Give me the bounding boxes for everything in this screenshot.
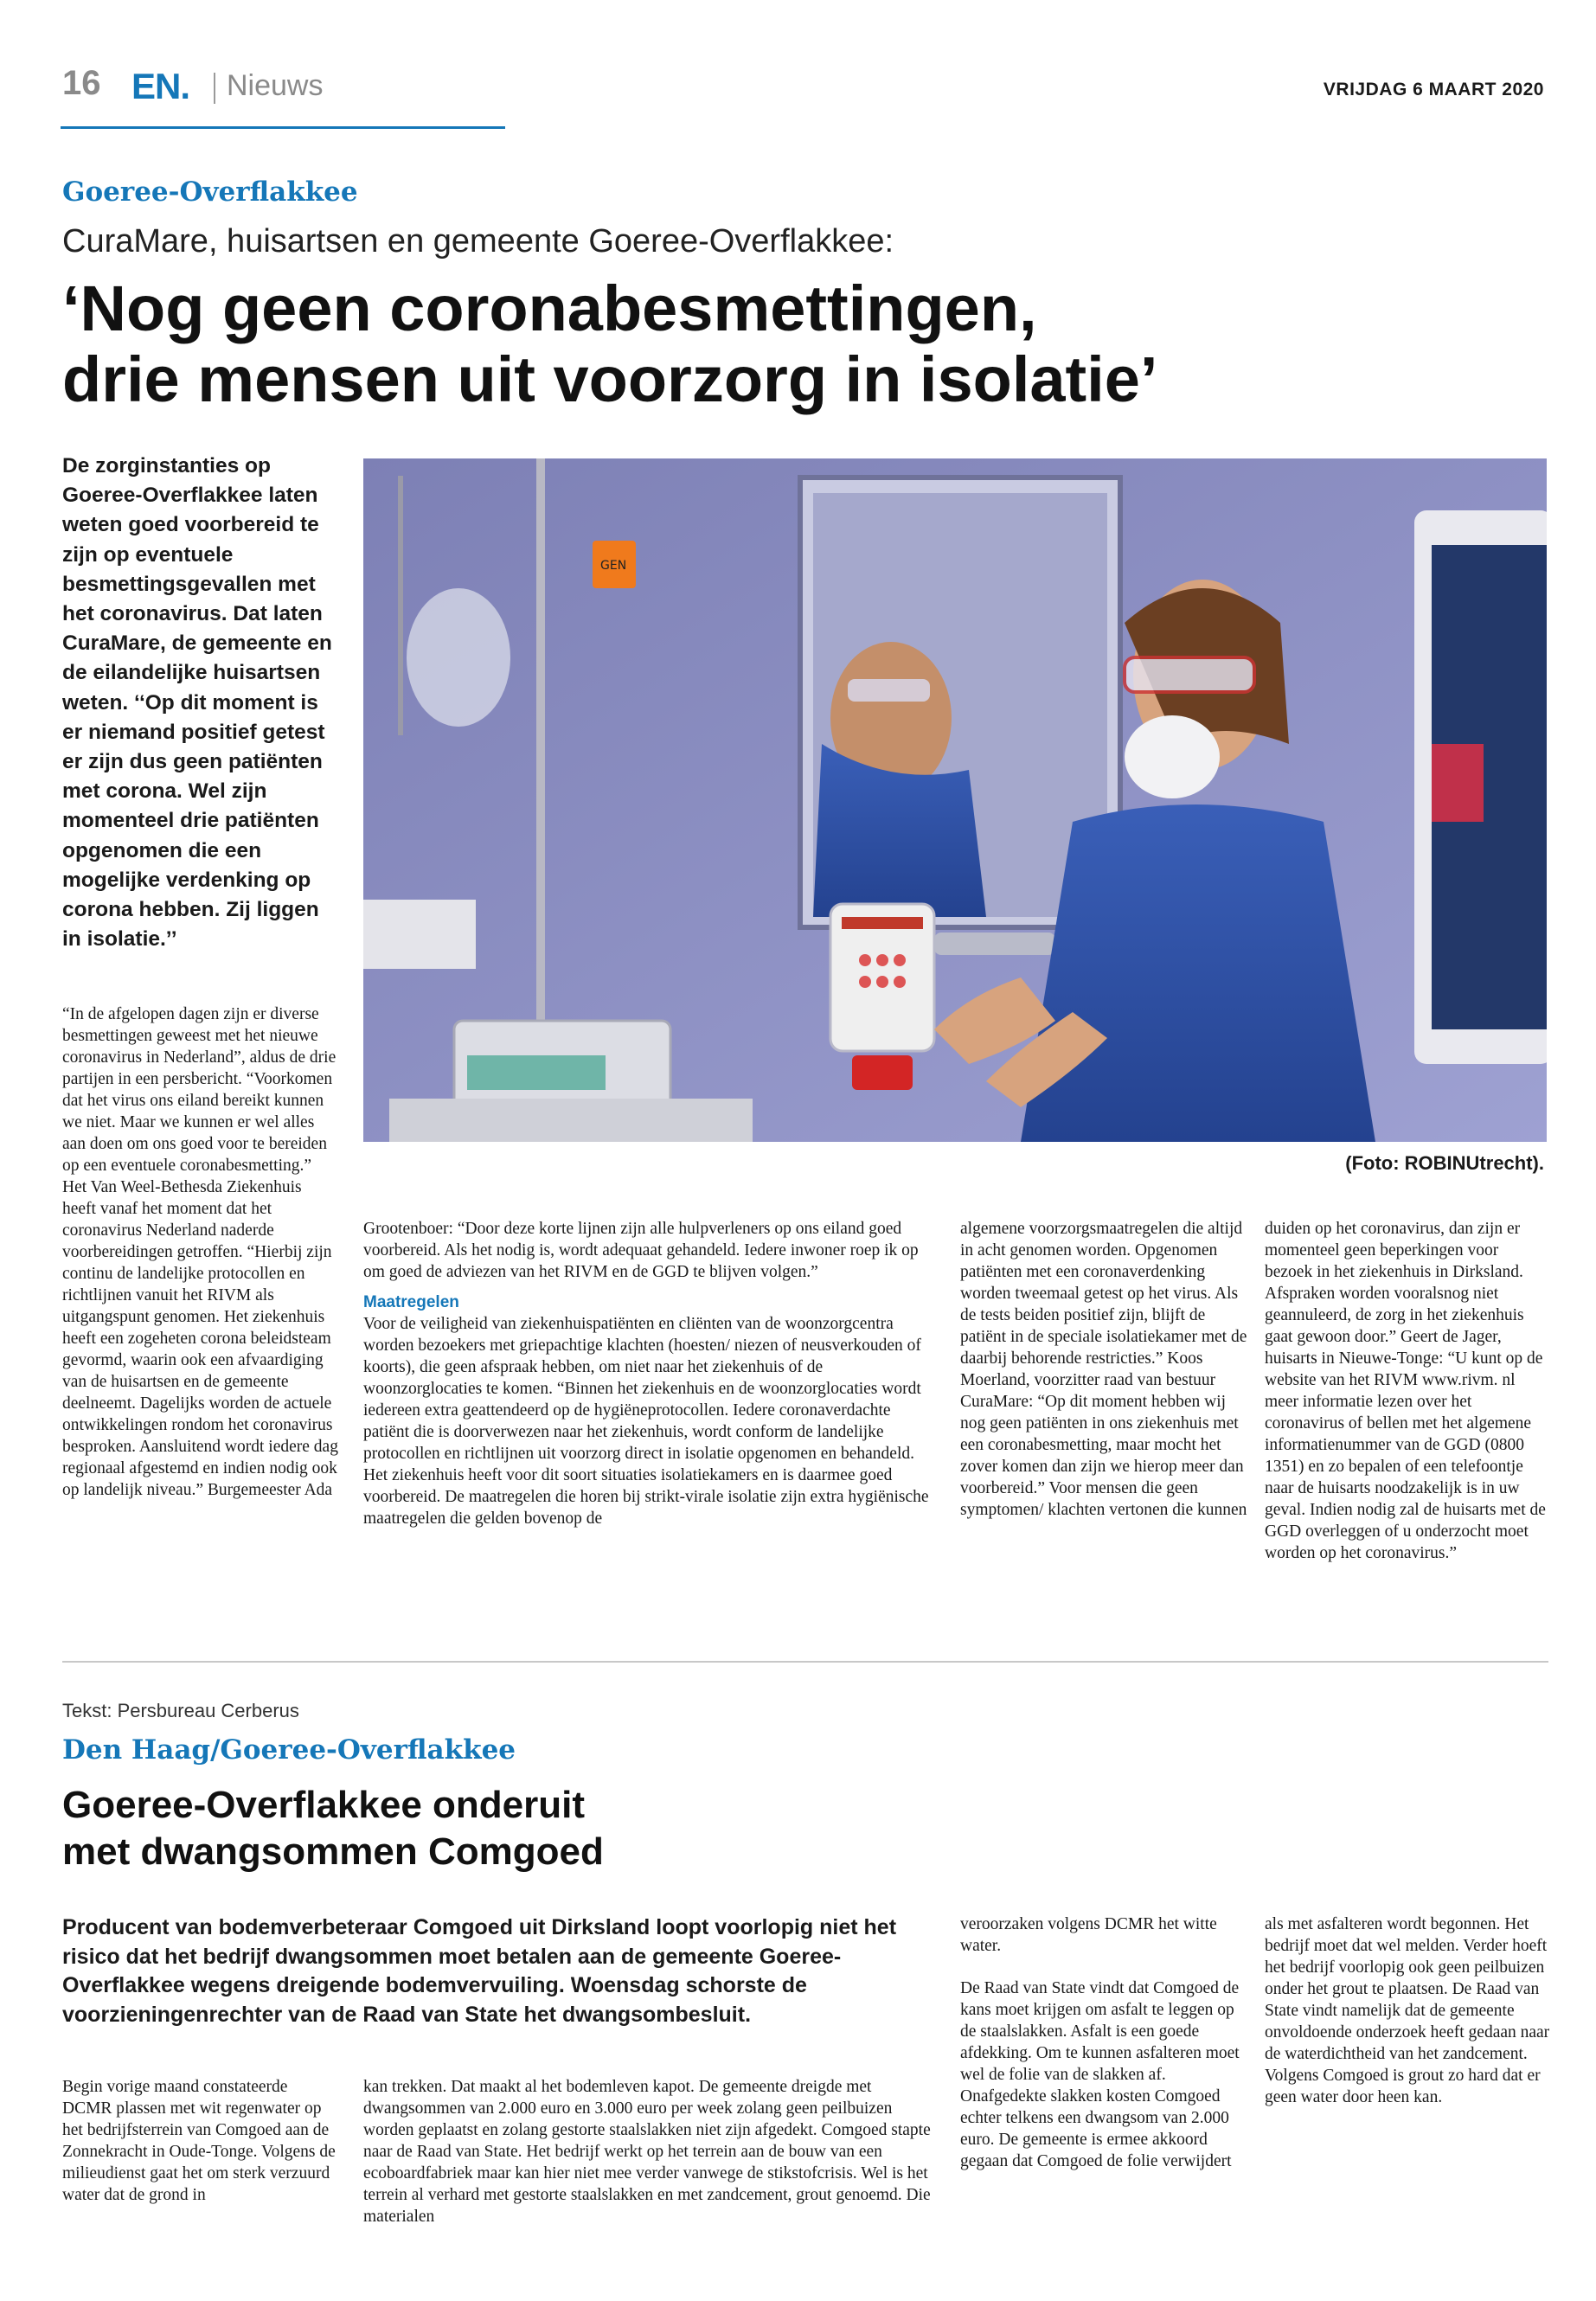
article2-col3-paragraph: De Raad van State vindt dat Comgoed de kans moet krijgen om asfalt te leggen op de staalslakken. Asfalt is een goede afdekking. Om te kunnen asfalteren moet wel de folie van de slakken af. Onafgedekte slakken kosten Comgoed echter telkens een dwangsom van 2.000 euro. De gemeente is ermee akkoord gegaan dat Comgoed de folie verwijdert <box>960 1979 1240 2170</box>
page-number: 16 <box>62 64 101 102</box>
headline-line-2: drie mensen uit voorzorg in isolatie’ <box>62 343 1158 415</box>
article1-subheading: Maatregelen <box>363 1293 459 1311</box>
headline-line-1: Goeree-Overflakkee onderuit <box>62 1784 586 1826</box>
header-rule <box>61 126 505 129</box>
issue-date: VRIJDAG 6 MAART 2020 <box>1323 80 1544 99</box>
article1-column-4: duiden op het coronavirus, dan zijn er momenteel geen beperkingen voor bezoek in het ziekenhuis in Dirksland. Afspraken worden vooralsnog niet geannuleerd, de zorg in het ziekenhuis gaat gewoon door.” Geert de Jager, huisarts in Nieuwe-Tonge: “U kunt op de website van het RIVM www.rivm. nl meer informatie lezen over het coronavirus of bellen met het algemene informatienummer van de GGD (0800 1351) en zo bepalen of een telefoontje naar de huisarts noodzakelijk is in uw geval. Indien nodig zal de huisarts met de GGD overleggen of u onderzocht moet worden op het coronavirus.” <box>1265 1220 1546 1562</box>
photo-caption: (Foto: ROBINUtrecht). <box>1345 1152 1544 1174</box>
headline-line-1: ‘Nog geen coronabesmettingen, <box>62 272 1037 344</box>
section-name: Nieuws <box>227 69 324 102</box>
headline-line-2: met dwangsommen Comgoed <box>62 1830 604 1873</box>
header-separator <box>214 73 215 104</box>
article1-column-2 <box>363 1218 939 1529</box>
article1-lead: De zorginstanties op Goeree-Overflakkee laten weten goed voorbereid te zijn op eventuele besmettingsgevallen met het coronavirus. Dat laten CuraMare, de gemeente en de eilandelijke huisartsen weten. ‘‘Op dit moment is er niemand positief getest er zijn dus geen patiënten met corona. Wel zijn momenteel drie patiënten opgenomen die een mogelijke verdenking op corona hebben. Zij liggen in isolatie.’’ <box>62 454 332 952</box>
hospital-photo-illustration <box>363 458 1547 1142</box>
article2-kicker: Den Haag/Goeree-Overflakkee <box>62 1734 516 1766</box>
article1-column-3: algemene voorzorgsmaatregelen die altijd in acht genomen worden. Opgenomen patiënten met een coronaverdenking worden tweemaal getest op het virus. Als de tests beiden positief zijn, blijft de patiënt in de speciale isolatiekamer met de daarbij behorende restricties.” Koos Moerland, voorzitter raad van bestuur CuraMare: “Op dit moment hebben wij nog geen patiënten in ons ziekenhuis met een coronabesmetting, maar mocht het zover komen dan zijn we hierop meer dan voorbereid.” Voor mensen die geen symptomen/ klachten vertonen die kunnen <box>960 1220 1247 1519</box>
article2-headline <box>62 1782 841 1875</box>
photo-sign-text: GEN <box>600 559 627 573</box>
article1-headline <box>62 273 1550 415</box>
paragraph-gap <box>960 1957 1247 1977</box>
article1-overline: CuraMare, huisartsen en gemeente Goeree-Overflakkee: <box>62 223 894 260</box>
article2-column-4: als met asfalteren wordt begonnen. Het bedrijf moet dat wel melden. Verder hoeft het bedrijf voorlopig ook geen peilbuizen onder het grout te plaatsen. De Raad van State vindt namelijk dat de gemeente onvoldoende onderzoek heeft gedaan naar de waterdichtheid van het zandcement. Volgens Comgoed is grout zo hard dat er geen water door heen kan. <box>1265 1915 1550 2106</box>
article1-column-1: “In de afgelopen dagen zijn er diverse besmettingen geweest met het nieuwe coronavirus in Nederland”, aldus de drie partijen in een persbericht. “Voorkomen dat het virus ons eiland bereikt kunnen we niet. Maar we kunnen er wel alles aan doen om ons goed voor te bereiden op een eventuele coronabesmetting.” Het Van Weel-Bethesda Ziekenhuis heeft vanaf het moment dat het coronavirus Nederland naderde voorbereidingen getroffen. “Hierbij zijn continu de landelijke protocollen en richtlijnen vanuit het RIVM als uitgangspunt genomen. Het ziekenhuis heeft een zogeheten corona beleidsteam gevormd, waarin ook een afvaardiging van de huisartsen en de gemeente deelneemt. Dagelijks worden de actuele ontwikkelingen rondom het coronavirus besproken. Aansluitend wordt iedere dag regionaal afgestemd en indien nodig ook op landelijk niveau.” Burgemeester Ada <box>62 1005 338 1499</box>
article-divider <box>62 1661 1548 1663</box>
article2-credit: Tekst: Persbureau Cerberus <box>62 1700 299 1721</box>
article2-column-1: Begin vorige maand constateerde DCMR plassen met wit regenwater op het bedrijfsterrein van Comgoed aan de Zonnekracht in Oude-Tonge. Volgens de milieudienst gaat het om sterk verzuurd water dat de grond in <box>62 2078 336 2204</box>
article2-column-3 <box>960 1913 1247 2172</box>
article1-col2-paragraph: Grootenboer: “Door deze korte lijnen zijn alle hulpverleners op ons eiland goed voorbereid. Als het nodig is, wordt adequaat gehandeld. Iedere inwoner roep ik op om goed de adviezen van het RIVM en de GGD te blijven volgen.” <box>363 1220 919 1281</box>
article1-kicker: Goeree-Overflakkee <box>62 176 358 208</box>
newspaper-logo: EN. <box>131 66 190 106</box>
article2-column-2: kan trekken. Dat maakt al het bodemleven kapot. De gemeente dreigde met dwangsommen van 2.000 euro en 3.000 euro per week zolang geen peilbuizen worden geplaatst en zolang gestorte staalslakken niet zijn afgedekt. Comgoed stapte naar de Raad van State. Het bedrijf werkt op het terrein aan de bouw van een ecoboardfabriek maar kan hier niet mee verder vanwege de stikstofcrisis. Wel is het terrein al verhard met gestorte staalslakken en met zandcement, grout genoemd. Die materialen <box>363 2078 931 2226</box>
article2-col3-paragraph: veroorzaken volgens DCMR het witte water. <box>960 1915 1217 1955</box>
article1-photo <box>363 458 1547 1142</box>
article1-col2-paragraph: Voor de veiligheid van ziekenhuispatiënten en cliënten van de woonzorgcentra worden bezoekers met griepachtige klachten (hoesten/ niezen of neusverkouden of koorts), die geen afspraak hebben, om niet naar het ziekenhuis of de woonzorglocaties te komen. “Binnen het ziekenhuis en de woonzorglocaties wordt iedereen extra geattendeerd op de hygiëneprotocollen. Iedere coronaverdachte patiënt die is doorverwezen naar het ziekenhuis, wordt conform de landelijke protocollen en richtlijnen uit voorzorg direct in isolatie opgenomen en behandeld. Het ziekenhuis heeft voor dit soort situaties isolatiekamers en is daarmee goed voorbereid. De maatregelen die horen bij strikt-virale isolatie zijn extra hygiënische maatregelen die gelden bovenop de <box>363 1315 929 1528</box>
article2-lead: Producent van bodemverbeteraar Comgoed uit Dirksland loopt voorlopig niet het risico dat het bedrijf dwangsommen moet betalen aan de gemeente Goeree-Overflakkee wegens dreigende bodemvervuiling. Woensdag schorste de voorzieningenrechter van de Raad van State het dwangsombesluit. <box>62 1915 897 2027</box>
